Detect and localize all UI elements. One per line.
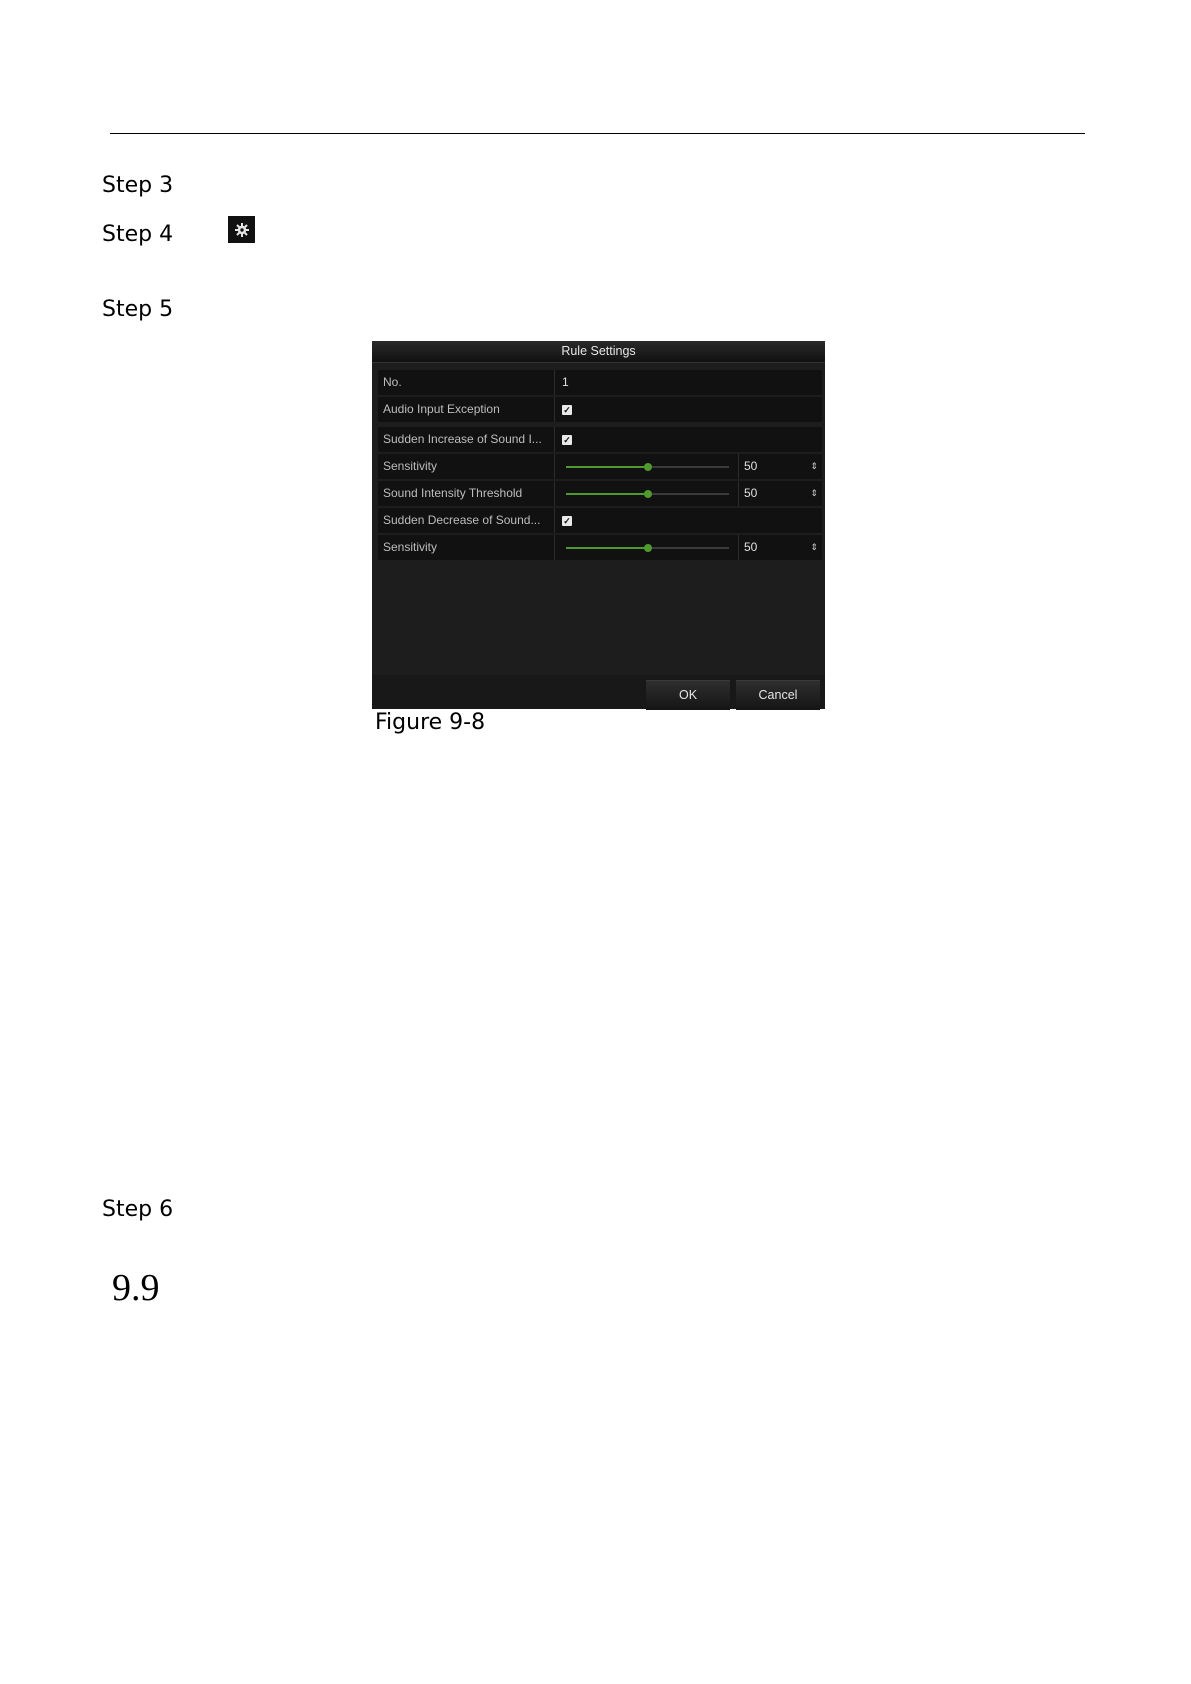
threshold-label: Sound Intensity Threshold (378, 481, 555, 506)
row-threshold (378, 481, 822, 506)
slider-fill (566, 466, 648, 468)
spinner-arrows-icon[interactable]: ⇕ (810, 488, 818, 498)
sudden-decrease-checkbox[interactable]: ✓ (563, 516, 571, 526)
header-rule (110, 133, 1085, 134)
sudden-increase-checkbox[interactable]: ✓ (563, 435, 571, 445)
spinner-arrows-icon[interactable]: ⇕ (810, 461, 818, 471)
ok-button[interactable]: OK (646, 680, 730, 710)
cancel-button[interactable]: Cancel (736, 680, 820, 710)
no-value: 1 (562, 375, 569, 389)
sensitivity-2-value: 50 (744, 540, 758, 554)
sudden-decrease-label: Sudden Decrease of Sound... (378, 508, 555, 533)
threshold-slider[interactable] (566, 493, 729, 495)
row-sensitivity-2 (378, 535, 822, 560)
sudden-increase-label: Sudden Increase of Sound I... (378, 427, 555, 452)
sensitivity-2-label: Sensitivity (378, 535, 555, 560)
row-sudden-increase (378, 427, 822, 452)
sensitivity-1-label: Sensitivity (378, 454, 555, 479)
slider-knob[interactable] (644, 463, 652, 471)
dialog-title: Rule Settings (372, 341, 825, 363)
figure-caption: Figure 9-8 (375, 710, 486, 735)
slider-fill (566, 547, 648, 549)
spinner-arrows-icon[interactable]: ⇕ (810, 542, 818, 552)
audio-input-exception-label: Audio Input Exception (378, 397, 555, 422)
slider-knob[interactable] (644, 490, 652, 498)
step-4-label: Step 4 (102, 222, 174, 247)
section-number: 9.9 (112, 1267, 160, 1309)
no-label: No. (378, 370, 555, 395)
gear-icon-glyph (234, 222, 250, 238)
row-sudden-decrease (378, 508, 822, 533)
row-sensitivity-1 (378, 454, 822, 479)
row-audio-input-exception (378, 397, 822, 422)
sensitivity-1-slider[interactable] (566, 466, 729, 468)
audio-input-exception-checkbox[interactable]: ✓ (563, 405, 571, 415)
sensitivity-2-spinner[interactable] (738, 535, 822, 560)
dialog-footer (372, 675, 825, 709)
slider-knob[interactable] (644, 544, 652, 552)
sensitivity-1-value: 50 (744, 459, 758, 473)
sensitivity-1-spinner[interactable] (738, 454, 822, 479)
step-5-label: Step 5 (102, 297, 174, 322)
sensitivity-2-slider[interactable] (566, 547, 729, 549)
slider-fill (566, 493, 648, 495)
step-6-label: Step 6 (102, 1197, 174, 1222)
step-3-label: Step 3 (102, 173, 174, 198)
threshold-spinner[interactable] (738, 481, 822, 506)
rule-settings-dialog (372, 341, 825, 709)
row-no (378, 370, 822, 395)
threshold-value: 50 (744, 486, 758, 500)
gear-icon[interactable] (228, 216, 255, 243)
